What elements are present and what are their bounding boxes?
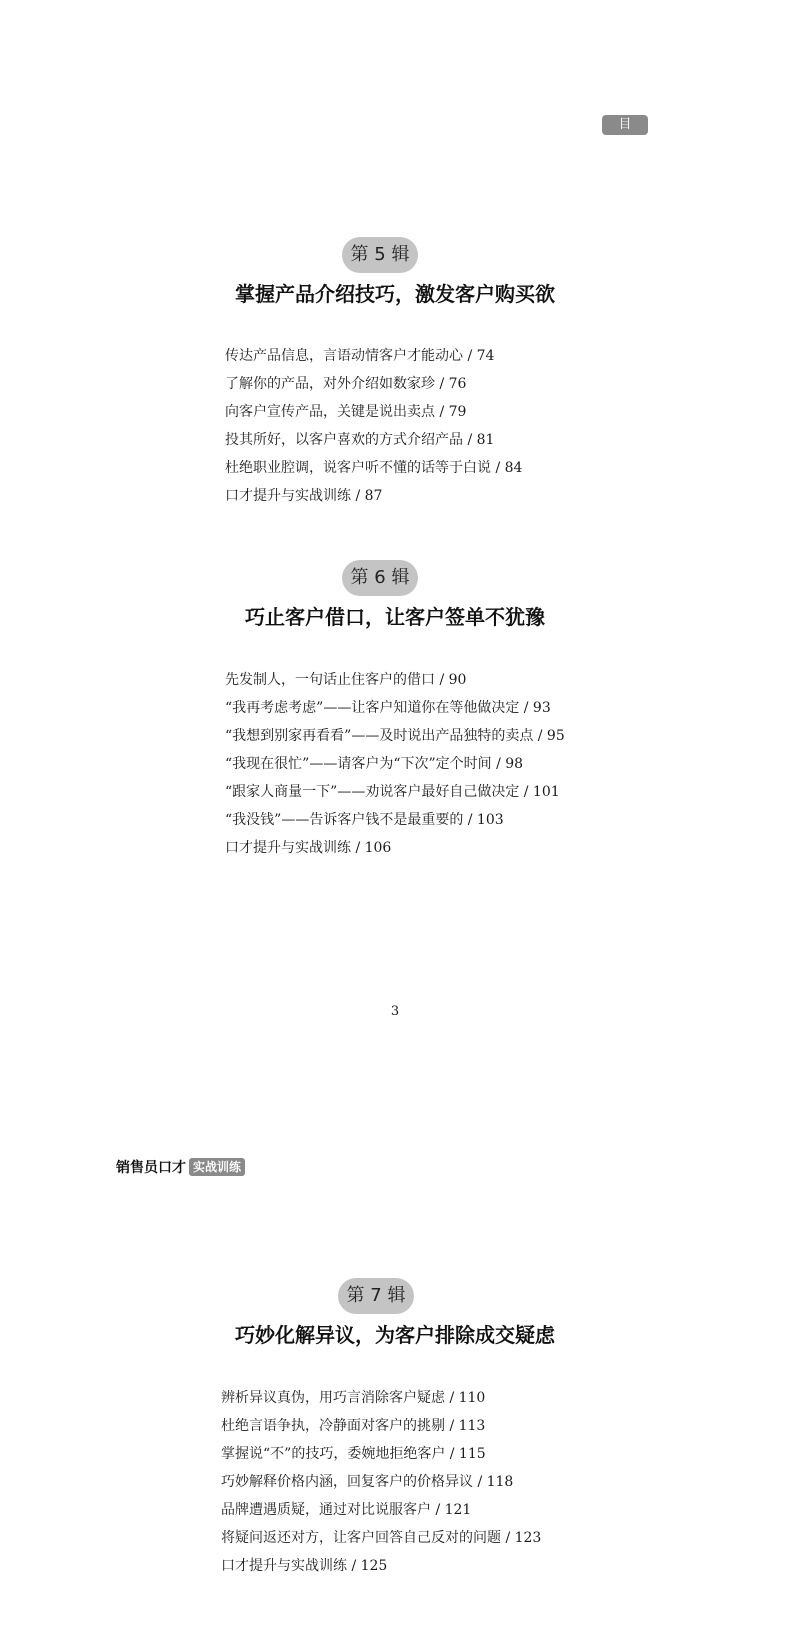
chapter-7-label: 第 7 辑 [338, 1278, 414, 1314]
running-head [116, 1156, 245, 1176]
chapter-7-items [221, 1384, 541, 1580]
toc-entry[interactable]: “跟家人商量一下”——劝说客户最好自己做决定 / 101 [225, 784, 560, 800]
toc-entry[interactable]: 巧妙解释价格内涵，回复客户的价格异议 / 118 [221, 1474, 514, 1490]
chapter-5-items [225, 342, 522, 510]
toc-entry[interactable]: 杜绝言语争执，冷静面对客户的挑剔 / 113 [221, 1418, 486, 1434]
running-head-badge: 实战训练 [189, 1158, 245, 1176]
toc-entry[interactable]: 辨析异议真伪，用巧言消除客户疑虑 / 110 [221, 1390, 486, 1406]
toc-entry[interactable]: 了解你的产品，对外介绍如数家珍 / 76 [225, 376, 467, 392]
chapter-6-label: 第 6 辑 [342, 560, 418, 596]
chapter-7-title: 巧妙化解异议，为客户排除成交疑虑 [235, 1323, 555, 1347]
toc-entry[interactable]: “我没钱”——告诉客户钱不是最重要的 / 103 [225, 812, 504, 828]
toc-entry[interactable]: 向客户宣传产品，关键是说出卖点 / 79 [225, 404, 467, 420]
toc-entry[interactable]: “我再考虑考虑”——让客户知道你在等他做决定 / 93 [225, 700, 551, 716]
toc-entry[interactable]: 先发制人，一句话止住客户的借口 / 90 [225, 672, 467, 688]
chapter-6-title: 巧止客户借口，让客户签单不犹豫 [245, 605, 545, 629]
toc-entry[interactable]: 将疑问返还对方，让客户回答自己反对的问题 / 123 [221, 1530, 542, 1546]
page-number: 3 [390, 1004, 400, 1019]
chapter-5-label: 第 5 辑 [342, 237, 418, 273]
toc-entry[interactable]: “我现在很忙”——请客户为“下次”定个时间 / 98 [225, 756, 524, 772]
chapter-6-items [225, 666, 565, 862]
toc-entry[interactable]: 口才提升与实战训练 / 87 [225, 488, 383, 504]
toc-entry[interactable]: 品牌遭遇质疑，通过对比说服客户 / 121 [221, 1502, 472, 1518]
toc-entry[interactable]: 投其所好，以客户喜欢的方式介绍产品 / 81 [225, 432, 495, 448]
toc-entry[interactable]: 口才提升与实战训练 / 125 [221, 1558, 388, 1574]
toc-entry[interactable]: 杜绝职业腔调，说客户听不懂的话等于白说 / 84 [225, 460, 523, 476]
toc-entry[interactable]: “我想到别家再看看”——及时说出产品独特的卖点 / 95 [225, 728, 565, 744]
toc-label-badge: 目 录 [602, 115, 648, 135]
toc-entry[interactable]: 口才提升与实战训练 / 106 [225, 840, 392, 856]
chapter-5-title: 掌握产品介绍技巧，激发客户购买欲 [235, 282, 555, 306]
running-head-title: 销售员口才 [116, 1159, 186, 1176]
toc-entry[interactable]: 传达产品信息，言语动情客户才能动心 / 74 [225, 348, 495, 364]
toc-entry[interactable]: 掌握说“不”的技巧，委婉地拒绝客户 / 115 [221, 1446, 486, 1462]
